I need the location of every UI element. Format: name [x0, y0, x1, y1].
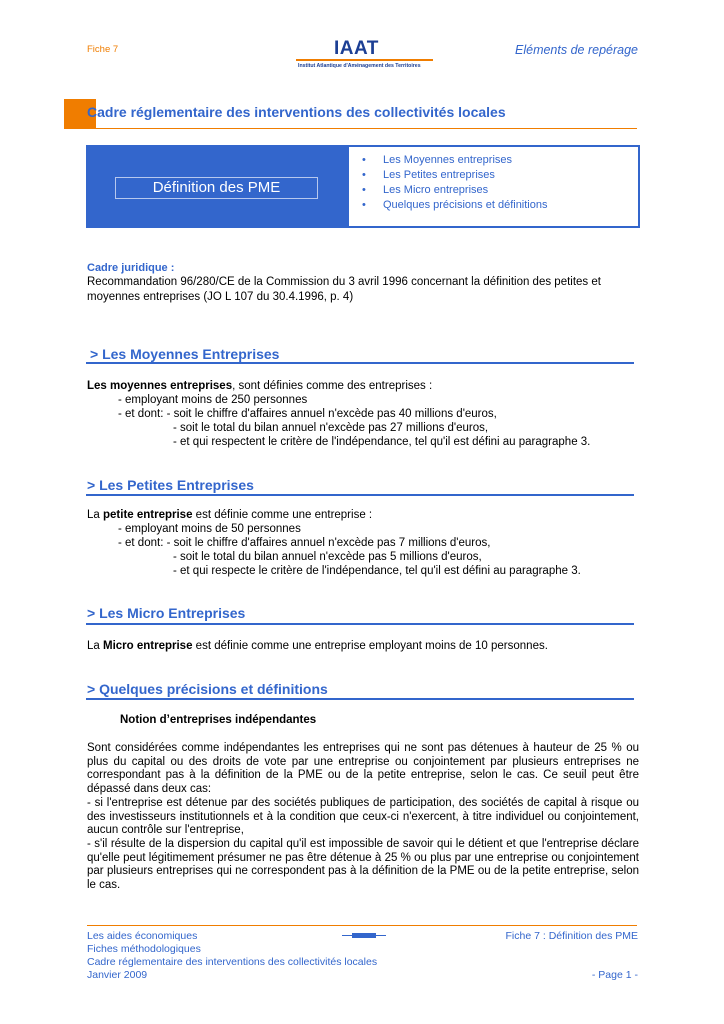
footer-fiche-title: Fiche 7 : Définition des PME	[505, 930, 638, 942]
term-bold: Micro entreprise	[103, 640, 193, 652]
paragraph-text: Sont considérées comme indépendantes les entreprises qui ne sont pas détenues à hauteur de 25 % ou plus du capital ou des droits de vote par une entreprise ou conjointement par plusieurs entreprises ne correspondant pas à la définition de la PME ou de la petite entreprise, selon le cas. Ce seuil peut être dépassé dans deux cas:	[87, 742, 639, 796]
iaat-logo	[296, 38, 433, 72]
moyennes-line: - et dont: - soit le chiffre d'affaires annuel n'excède pas 40 millions d'euros,	[118, 408, 497, 420]
intro-rest: est définie comme une entreprise :	[192, 509, 373, 521]
definition-title-frame	[115, 177, 318, 199]
precisions-paragraph	[87, 742, 639, 893]
cadre-juridique-text: Recommandation 96/280/CE de la Commission du 3 avril 1996 concernant la définition des petites et moyennes entreprises (JO L 107 du 30.4.1996, p. 4)	[87, 276, 601, 303]
intro-pre: La	[87, 509, 103, 521]
petites-line: - et qui respecte le critère de l'indépendance, tel qu'il est défini au paragraphe 3.	[173, 565, 581, 577]
heading-rule	[86, 362, 634, 364]
heading-rule	[86, 494, 634, 496]
petites-intro	[87, 508, 372, 522]
section-divider	[87, 128, 637, 129]
moyennes-intro	[87, 379, 432, 393]
moyennes-line: - soit le total du bilan annuel n'excède pas 27 millions d'euros,	[173, 422, 489, 434]
paragraph-text: - s'il résulte de la dispersion du capital qu'il est impossible de savoir qui le détient et que l'entreprise déclare qu'elle peut légitimement présumer ne pas être détenue à 25 % ou plus par une entreprise ou conjointement par plusieurs entreprises qui ne correspondent pas à la définition de la PME ou de la petite entreprise, selon le cas.	[87, 837, 639, 892]
definition-title: Définition des PME	[152, 179, 281, 196]
footer-line: Cadre réglementaire des interventions des collectivités locales	[87, 956, 378, 968]
intro-rest: , sont définies comme des entreprises :	[232, 380, 433, 392]
section-title: Cadre réglementaire des interventions des collectivités locales	[87, 104, 506, 120]
micro-intro	[87, 639, 548, 653]
paragraph-text: - si l'entreprise est détenue par des sociétés publiques de participation, des sociétés de capital à risque ou des investisseurs institutionnels et à la condition que ceux-ci n'exercent, à titre individuel ou conjointement, aucun contrôle sur l'entreprise,	[87, 796, 639, 837]
footer-line: Les aides économiques	[87, 930, 198, 942]
definition-contents-list	[357, 153, 547, 213]
heading-rule	[86, 698, 634, 700]
contents-item: • Les Micro entreprises	[357, 183, 547, 198]
definition-title-panel	[88, 147, 349, 226]
ornament-bar	[352, 933, 376, 938]
fiche-number: Fiche 7	[87, 44, 119, 55]
petites-line: - et dont: - soit le chiffre d'affaires annuel n'excède pas 7 millions d'euros,	[118, 537, 491, 549]
heading-rule	[86, 623, 634, 625]
contents-item: • Les Petites entreprises	[357, 168, 547, 183]
contents-item: • Les Moyennes entreprises	[357, 153, 547, 168]
petites-line: - employant moins de 50 personnes	[118, 523, 301, 535]
definition-box	[86, 145, 640, 228]
term-bold: petite entreprise	[103, 509, 193, 521]
contents-item: • Quelques précisions et définitions	[357, 198, 547, 213]
heading-precisions: > Quelques précisions et définitions	[87, 681, 328, 697]
subheading-notion: Notion d’entreprises indépendantes	[120, 714, 317, 726]
heading-petites: > Les Petites Entreprises	[87, 477, 254, 493]
heading-micro: > Les Micro Entreprises	[87, 605, 246, 621]
page-number: - Page 1 -	[591, 969, 638, 981]
logo-underline	[296, 59, 433, 61]
petites-line: - soit le total du bilan annuel n'excède pas 5 millions d'euros,	[173, 551, 482, 563]
footer-line: Fiches méthodologiques	[87, 943, 201, 955]
header-right-label: Eléments de repérage	[515, 43, 638, 57]
intro-pre: La	[87, 640, 103, 652]
moyennes-line: - employant moins de 250 personnes	[118, 394, 308, 406]
moyennes-line: - et qui respectent le critère de l'indépendance, tel qu'il est défini au paragraphe 3.	[173, 436, 591, 448]
cadre-juridique-label: Cadre juridique :	[87, 262, 175, 274]
footer-ornament	[342, 933, 386, 939]
term-bold: Les moyennes entreprises	[87, 380, 233, 392]
footer-line: Janvier 2009	[87, 969, 148, 981]
logo-title: IAAT	[334, 38, 379, 59]
intro-rest: est définie comme une entreprise employant moins de 10 personnes.	[192, 640, 548, 652]
footer-divider	[87, 925, 637, 926]
heading-moyennes: > Les Moyennes Entreprises	[90, 346, 280, 362]
logo-subtitle: Institut Atlantique d'Aménagement des Territoires	[298, 63, 421, 69]
